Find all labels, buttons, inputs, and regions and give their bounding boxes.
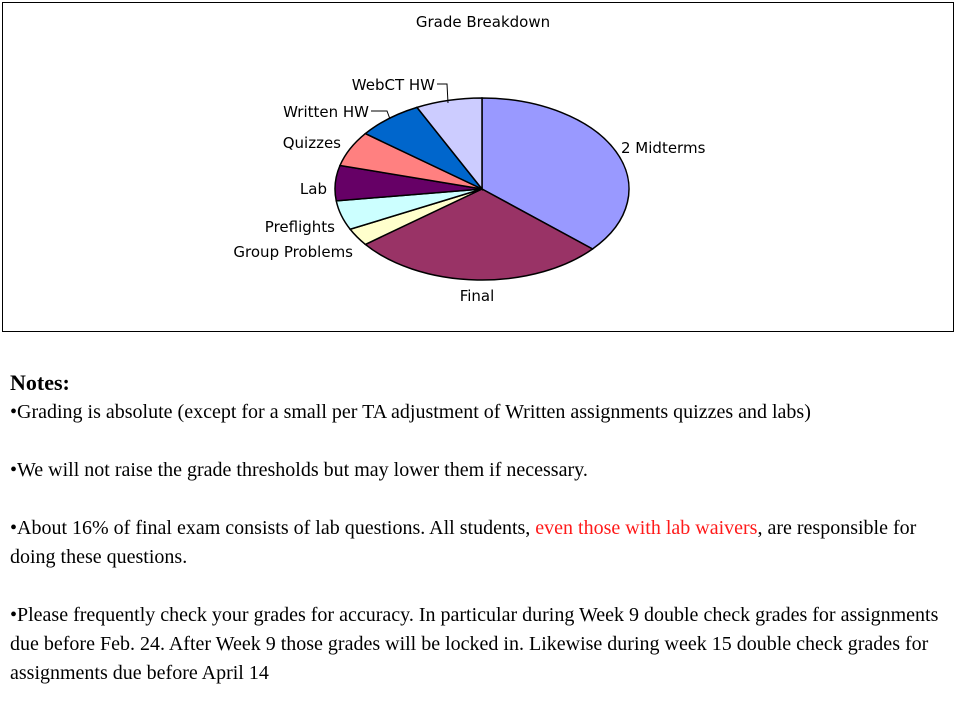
slice-label-quizzes: Quizzes [282,134,341,152]
notes-title: Notes: [10,370,70,395]
slice-label-preflights: Preflights [264,218,335,236]
slice-label-webct-hw: WebCT HW [351,76,435,94]
note-lab-text-start: •About 16% of final exam consists of lab questions. All students, [10,517,536,539]
notes-section [10,368,950,688]
chart-title: Grade Breakdown [415,13,551,31]
slice-label-final: Final [459,287,495,305]
note-check-grades: •Please frequently check your grades for accuracy. In particular during Week 9 double check grades for assignments due before Feb. 24. After Week 9 those grades will be locked in. Likewise during week 15 double check grades for assignments due before April 14 [10,604,939,684]
note-grading-absolute: •Grading is absolute (except for a small per TA adjustment of Written assignments quizzes and labs) [10,401,811,423]
pie-chart [3,3,955,333]
slice-label-group-problems: Group Problems [233,243,353,261]
slice-label-2-midterms: 2 Midterms [621,139,706,157]
note-lab-questions [10,514,950,572]
leader-line-written-hw [371,111,390,119]
note-thresholds: •We will not raise the grade thresholds but may lower them if necessary. [10,459,588,481]
slice-label-written-hw: Written HW [283,103,369,121]
pie-slices [335,98,629,280]
note-lab-waivers-highlight: even those with lab waivers [535,517,758,539]
note-lab-text-end: , are responsible for doing these questions. [10,517,917,568]
chart-panel [2,2,954,332]
slice-label-lab: Lab [299,180,327,198]
